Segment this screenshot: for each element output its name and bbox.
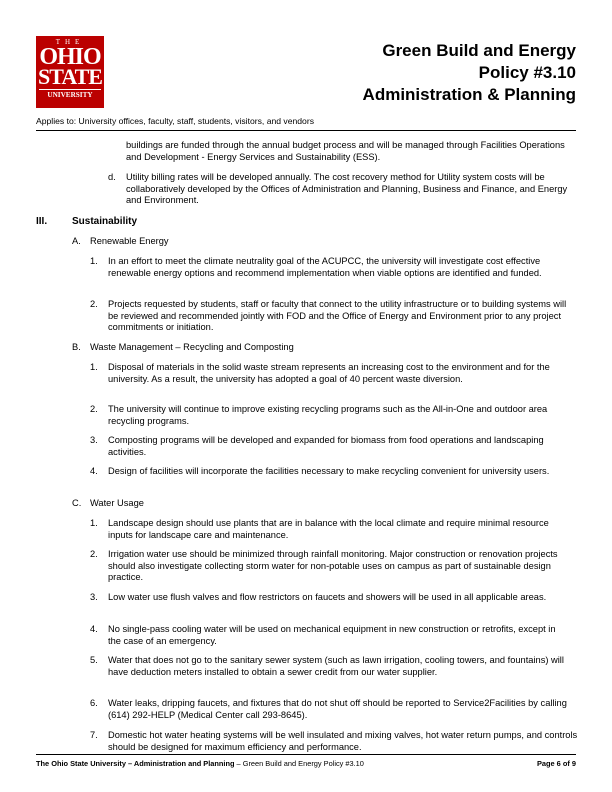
b-item-1-text: Disposal of materials in the solid waste stream represents an increasing cost to the environment and for the university. As a result, the university has adopted a goal of 40 percent waste diversion. [108,362,550,384]
title-line-2: Policy #3.10 [478,63,576,82]
footer-org: The Ohio State University – Administration and Planning [36,759,235,768]
osu-logo [36,36,104,108]
b-item-2-number: 2. [90,404,98,414]
a-item-2-text: Projects requested by students, staff or faculty that connect to the utility infrastructure or to building systems will be reviewed and recommended jointly with FOD and the Office of Energy and Environment prior to any project commitments or initiation. [108,299,567,333]
title-line-3: Administration & Planning [362,85,576,104]
subsection-a-title: Renewable Energy [90,236,169,246]
c-item-5-number: 5. [90,655,98,665]
subsection-c-title: Water Usage [90,498,144,508]
a-item-1-text: In an effort to meet the climate neutrality goal of the ACUPCC, the university will investigate cost effective renewable energy options and recommend implementation when viable options are identified and funded. [108,256,542,278]
c-item-2-text: Irrigation water use should be minimized through rainfall monitoring. Major construction or renovation projects should also investigate collecting storm water for non-potable uses on campus as part of sustainable design practice. [108,549,558,583]
b-item-1-number: 1. [90,362,98,372]
c-item-2-number: 2. [90,549,98,559]
b-item-4-number: 4. [90,466,98,476]
section-title: Sustainability [72,216,138,227]
section-number: III. [36,216,48,227]
continued-d-text: Utility billing rates will be developed annually. The cost recovery method for Utility system costs will be collaboratively developed by the Offices of Administration and Planning, Business and Finance, and Energy and Environment. [126,172,568,206]
applies-to: Applies to: University offices, faculty, staff, students, visitors, and vendors [36,116,314,126]
c-item-1-number: 1. [90,518,98,528]
c-item-6-number: 6. [90,698,98,708]
c-item-5-text: Water that does not go to the sanitary sewer system (such as lawn irrigation, cooling towers, and fountains) will have deduction meters installed to obtain a sewer credit from our water supplier. [108,655,564,677]
footer-policy: – Green Build and Energy Policy #3.10 [234,759,364,768]
a-item-2-number: 2. [90,299,98,309]
title-line-1: Green Build and Energy [382,41,576,60]
continued-d-label: d. [108,172,116,182]
subsection-b-title: Waste Management – Recycling and Composting [90,342,294,352]
c-item-7-text: Domestic hot water heating systems will be well insulated and mixing valves, hot water return pumps, and controls should be designed for maximum efficiency and performance. [108,730,578,752]
c-item-3-number: 3. [90,592,98,602]
c-item-3-text: Low water use flush valves and flow restrictors on faucets and showers will be used in all applicable areas. [108,592,547,602]
header-divider [36,130,576,131]
subsection-a-label: A. [72,236,81,246]
subsection-b-label: B. [72,342,81,352]
logo-the: THE [55,38,85,46]
footer-divider [36,754,576,755]
logo-university: UNIVERSITY [39,89,101,100]
page-footer [36,759,576,768]
c-item-1-text: Landscape design should use plants that are in balance with the local climate and require minimal resource inputs for landscape care and maintenance. [108,518,549,540]
b-item-2-text: The university will continue to improve existing recycling programs such as the All-in-One and outdoor area recycling programs. [108,404,548,426]
subsection-c-label: C. [72,498,82,508]
c-item-6-text: Water leaks, dripping faucets, and fixtures that do not shut off should be reported to Service2Facilities by calling (614) 292-HELP (Medical Center call 293-8645). [108,698,567,720]
c-item-4-text: No single-pass cooling water will be used on mechanical equipment in new construction or retrofits, except in the case of an emergency. [108,624,556,646]
b-item-3-number: 3. [90,435,98,445]
page-number: Page 6 of 9 [536,759,576,768]
c-item-7-number: 7. [90,730,98,740]
a-item-1-number: 1. [90,256,98,266]
b-item-3-text: Composting programs will be developed and expanded for biomass from food operations and landscaping activities. [108,435,544,457]
continued-c-text: buildings are funded through the annual budget process and will be managed through Facilities Operations and Development - Energy Services and Sustainability (ESS). [126,140,565,162]
logo-state: STATE [38,64,102,89]
logo-ohio: OHIO [39,44,101,70]
document-title [363,40,576,106]
c-item-4-number: 4. [90,624,98,634]
b-item-4-text: Design of facilities will incorporate the facilities necessary to make recycling convenient for university users. [108,466,550,476]
